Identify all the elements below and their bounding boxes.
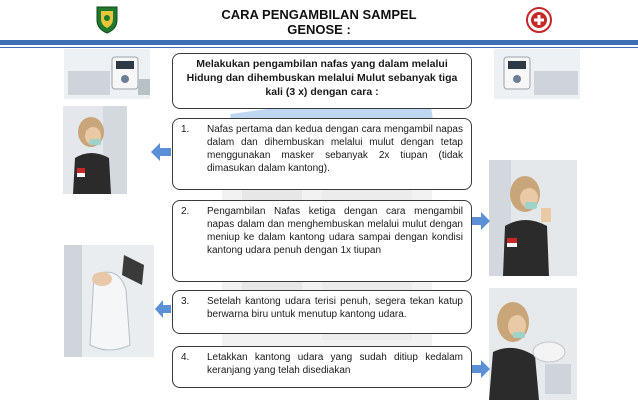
step-number: 3.: [181, 296, 190, 307]
placing-bag-photo-right: [489, 288, 577, 400]
step-box-1: [172, 118, 472, 190]
arrow-left-icon: [151, 143, 171, 166]
title-line-2: GENOSE :: [287, 22, 351, 37]
step-box-4: [172, 346, 472, 388]
title-line-1: CARA PENGAMBILAN SAMPEL: [221, 7, 417, 22]
arrow-right-icon: [472, 360, 490, 383]
step-text: Setelah kantong udara terisi penuh, segera tekan katup berwarna biru untuk menutup kantong udara.: [207, 296, 463, 320]
arrow-left-icon: [155, 300, 171, 323]
regional-emblem-icon: [94, 4, 120, 34]
device-photo-top-left: [64, 49, 150, 99]
person-breathing-photo-right: [489, 160, 577, 276]
step-text: Nafas pertama dan kedua dengan cara mengambil napas dalam dan dihembuskan melalui mulut dengan tetap menggunakan masker sebanyak 2x tiupan (tidak dimasukan dalam kantong).: [207, 124, 463, 174]
header-rule-thick: [0, 40, 638, 45]
device-photo-top-right: [494, 49, 580, 99]
step-number: 1.: [181, 124, 190, 135]
step-text: Pengambilan Nafas ketiga dengan cara mengambil napas dalam dan menghembuskan melalui mulut dengan meniup ke dalam kantong udara sampai dengan kondisi kantong udara penuh dengan 1x tiupan: [207, 206, 463, 256]
person-breathing-photo-left: [63, 106, 127, 194]
step-text: Letakkan kantong udara yang sudah ditiup kedalam keranjang yang telah disediakan: [207, 352, 463, 376]
air-bag-photo-left: [64, 245, 154, 357]
hospital-emblem-icon: [526, 7, 552, 33]
step-box-2: [172, 200, 472, 282]
step-box-3: [172, 290, 472, 334]
intro-text: Melakukan pengambilan nafas yang dalam melalui Hidung dan dihembuskan melalui Mulut sebanyak tiga kali (3 x) dengan cara :: [186, 58, 458, 98]
header-rule-thin: [0, 47, 638, 48]
step-number: 4.: [181, 352, 190, 363]
arrow-right-icon: [472, 212, 490, 235]
step-number: 2.: [181, 206, 190, 217]
intro-box: [172, 53, 472, 109]
